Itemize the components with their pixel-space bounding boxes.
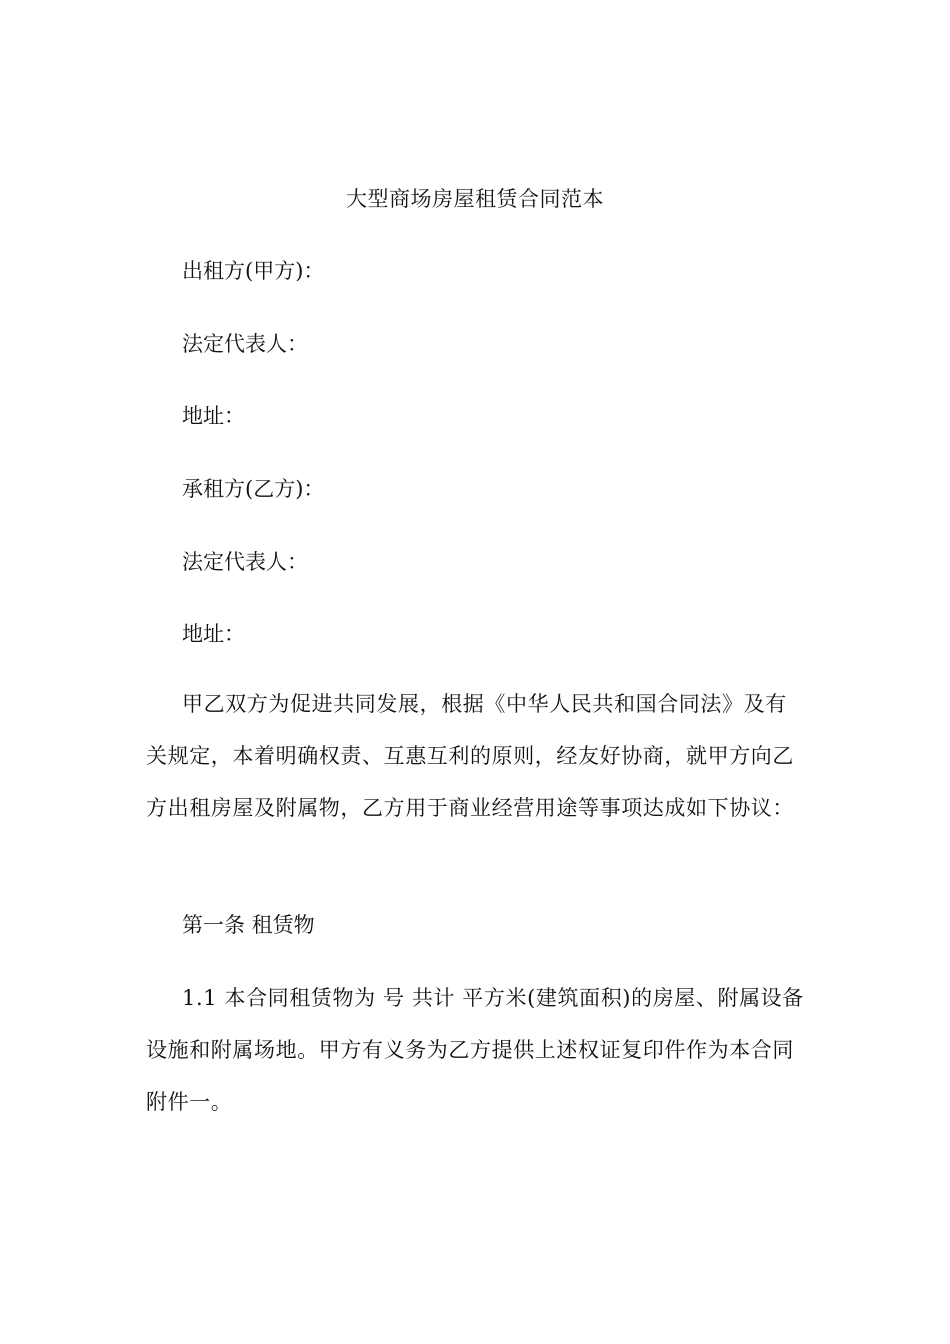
lessor-field: 出租方(甲方)： [182, 259, 325, 283]
lessee-field: 承租方(乙方)： [182, 477, 325, 501]
article-1-heading: 第一条 租赁物 [182, 913, 315, 937]
lessee-address-field: 地址： [182, 622, 245, 646]
document-title: 大型商场房屋租赁合同范本 [346, 187, 604, 211]
lessee-legal-representative-field: 法定代表人： [182, 550, 308, 574]
lessor-legal-representative-field: 法定代表人： [182, 332, 308, 356]
lessor-address-field: 地址： [182, 404, 245, 428]
clause-1-1: 1.1 本合同租赁物为 号 共计 平方米(建筑面积)的房屋、附属设备设施和附属场地。甲方有义务为乙方提供上述权证复印件作为本合同附件一。 [146, 986, 804, 1114]
intro-paragraph: 甲乙双方为促进共同发展，根据《中华人民共和国合同法》及有关规定，本着明确权责、互惠互利的原则，经友好协商，就甲方向乙方出租房屋及附属物，乙方用于商业经营用途等事项达成如下协议： [146, 692, 794, 820]
